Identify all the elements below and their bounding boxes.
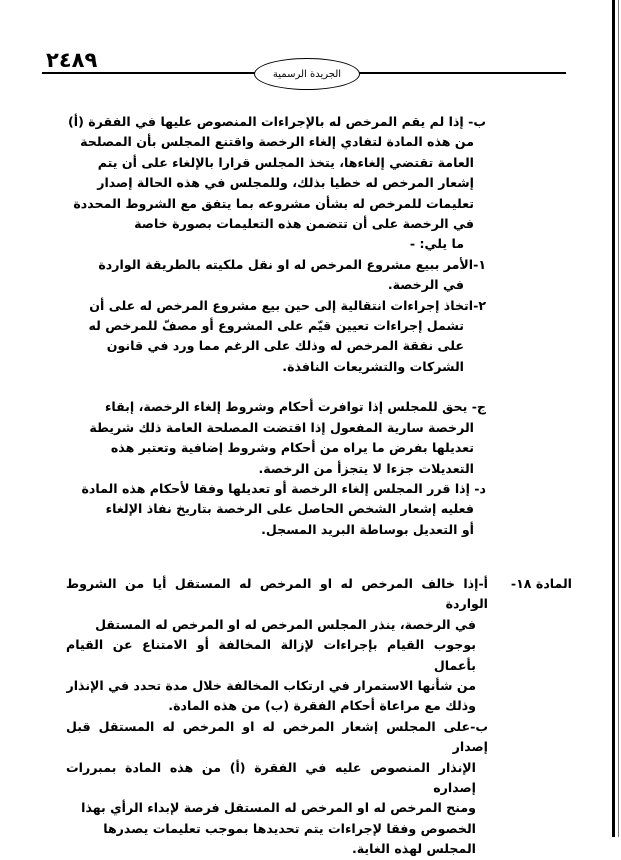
- article-17-continuation: [66, 112, 486, 540]
- text-line: العامة تقتضي إلغاءها، يتخذ المجلس قرارا بالإلغاء على أن يتم: [97, 154, 474, 170]
- text-line: المجلس لهذه الغاية.: [351, 841, 476, 857]
- text-line: ج- يحق للمجلس إذا توافرت أحكام وشروط إلغاء الرخصة، إبقاء: [104, 399, 486, 415]
- text-line: في الرخصة.: [387, 277, 464, 293]
- text-line: وذلك مع مراعاة أحكام الفقرة (ب) من هذه المادة.: [168, 698, 476, 714]
- text-line: الخصوص وفقا لإجراءات يتم تحديدها بموجب تعليمات يصدرها: [103, 820, 476, 836]
- section-d: [66, 479, 486, 540]
- section-b: [66, 112, 486, 377]
- list-item: ١-الأمر ببيع مشروع المرخص له او نقل ملكيته بالطريقة الواردة: [98, 256, 486, 272]
- text-line: الإنذار المنصوص عليه في الفقرة (أ) من هذه المادة بمبررات إصداره: [66, 759, 476, 796]
- text-line: ومنح المرخص له او المرخص له المستقل فرصة لإبداء الرأي بهذا: [81, 800, 476, 816]
- text-line: تعليمات للمرخص له بشأن مشروعه بما يتفق مع الشروط المحددة: [73, 195, 474, 211]
- text-line: التعديلات جزءا لا يتجزأ من الرخصة.: [258, 460, 474, 476]
- article-number: المادة ١٨-: [510, 576, 572, 591]
- text-line: أ-إذا خالف المرخص له او المرخص له المستقل أيا من الشروط الواردة: [66, 576, 488, 612]
- gazette-title-badge: [254, 58, 360, 90]
- article-18-body: [66, 574, 488, 860]
- text-line: تعديلها بفرض ما يراه من أحكام وشروط إضافية وتعتبر هذه: [110, 440, 474, 456]
- text-line: ب-على المجلس إشعار المرخص له او المرخص له المستقل قبل إصدار: [66, 718, 488, 755]
- spacer: [66, 377, 486, 397]
- text-line: الرخصة سارية المفعول إذا اقتضت المصلحة العامة ذلك شريطة: [89, 419, 474, 435]
- page-edge-border-thin: [618, 0, 619, 837]
- list-item: ٢-اتخاذ إجراءات انتقالية إلى حين بيع مشروع المرخص له على أن: [89, 297, 486, 313]
- page-edge-border: [612, 0, 615, 837]
- gazette-title: الجريدة الرسمية: [272, 68, 342, 80]
- section-c: [66, 397, 486, 479]
- text-line: الشركات والتشريعات النافذة.: [282, 358, 464, 374]
- text-line: ب- إذا لم يقم المرخص له بالإجراءات المنصوص عليها في الفقرة (أ): [68, 114, 486, 129]
- text-line: فعليه إشعار الشخص الحاصل على الرخصة بتاريخ نفاذ الإلغاء: [105, 501, 474, 517]
- text-line: من شأنها الاستمرار في ارتكاب المخالفة خلال مدة تحدد في الإنذار: [66, 678, 476, 694]
- text-line: إشعار المرخص له خطيا بذلك، وللمجلس في هذه الحالة إصدار: [97, 175, 474, 191]
- text-line: د- إذا قرر المجلس إلغاء الرخصة أو تعديلها وفقا لأحكام هذه المادة: [81, 480, 486, 496]
- text-line: في الرخصة على أن تتضمن هذه التعليمات بصورة خاصة: [134, 216, 474, 232]
- page-number: ٢٤٨٩: [46, 48, 98, 72]
- text-line: على نفقة المرخص له وذلك على الرغم مما ورد في قانون: [106, 338, 464, 354]
- text-line: من هذه المادة لتفادي إلغاء الرخصة واقتنع المجلس بأن المصلحة: [80, 134, 474, 150]
- text-line: تشمل إجراءات تعيين قيّم على المشروع أو مصفّ للمرخص له: [88, 318, 464, 334]
- text-line: في الرخصة، ينذر المجلس المرخص له او المرخص له المستقل: [95, 616, 476, 632]
- article-18-row: [66, 574, 572, 860]
- text-line: ما يلي: -: [409, 236, 464, 252]
- text-line: بوجوب القيام بإجراءات لإزالة المخالفة أو الامتناع عن القيام بأعمال: [66, 637, 476, 673]
- article-18: [66, 574, 572, 860]
- text-line: أو التعديل بوساطة البريد المسجل.: [261, 521, 474, 537]
